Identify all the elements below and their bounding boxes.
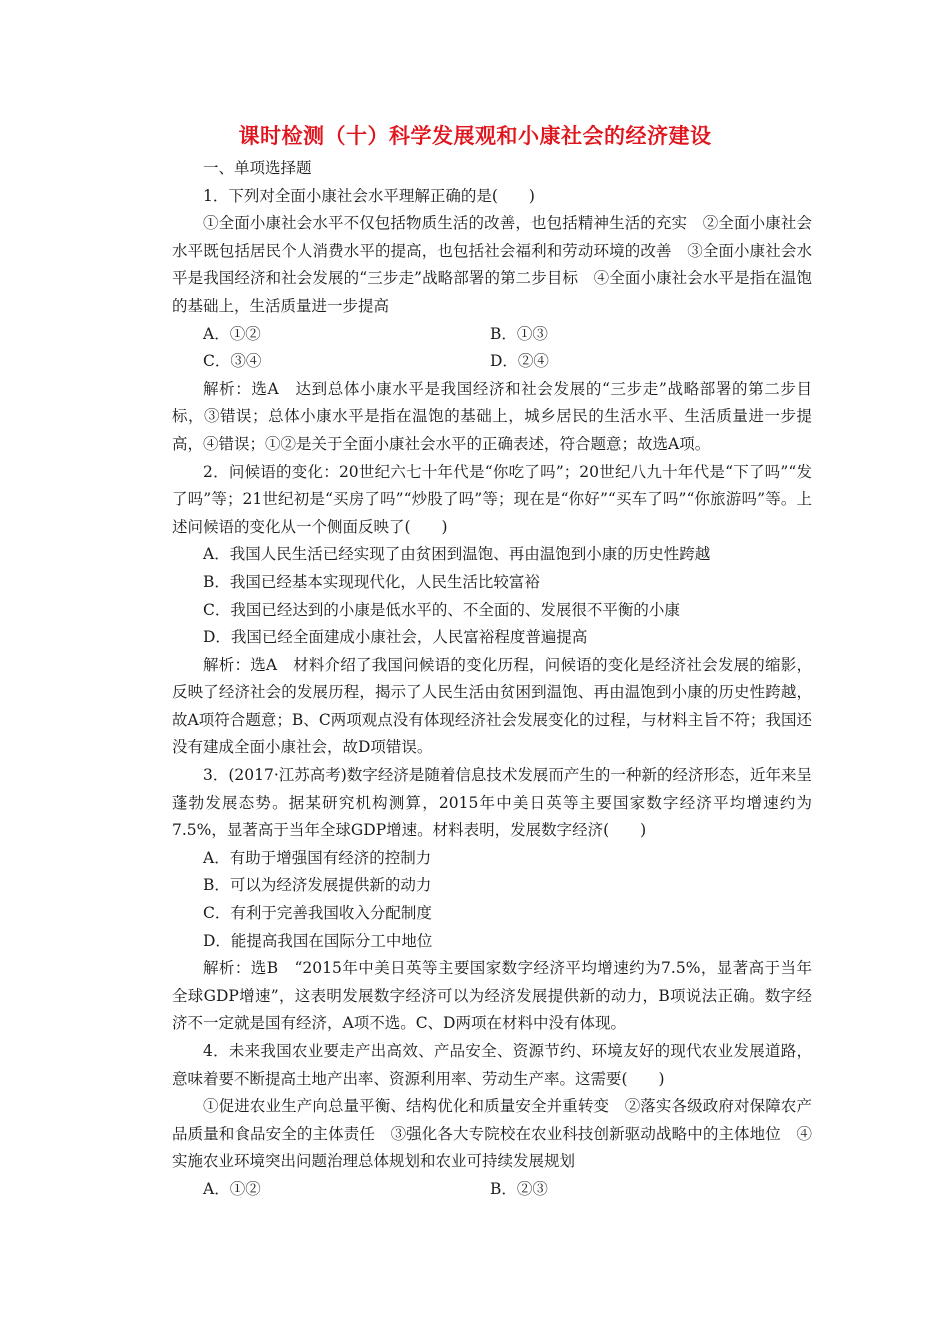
question-3-option-c: C．有利于完善我国收入分配制度	[203, 904, 432, 923]
question-2-option-b: B．我国已经基本实现现代化，人民生活比较富裕	[203, 572, 540, 591]
question-1-option-a: A．①②	[203, 324, 261, 343]
question-3-option-b: B．可以为经济发展提供新的动力	[203, 876, 432, 895]
question-4-option-a: A．①②	[203, 1179, 261, 1198]
question-3-stem: 3．(2017·江苏高考)数字经济是随着信息技术发展而产生的一种新的经济形态，近年来呈蓬勃发展态势。据某研究机构测算，2015年中美日英等主要国家数字经济平均增速约为7.5%，显著高于当年全球GDP增速。材料表明，发展数字经济( )	[172, 766, 812, 840]
question-4-option-b: B．②③	[490, 1179, 548, 1198]
page-title: 课时检测（十）科学发展观和小康社会的经济建设	[238, 124, 712, 148]
question-1-analysis: 解析：选A 达到总体小康水平是我国经济和社会发展的“三步走”战略部署的第二步目标，③错误；总体小康水平是指在温饱的基础上，城乡居民的生活水平、生活质量进一步提高，④错误；①②是关于全面小康社会水平的正确表述，符合题意；故选A项。	[172, 379, 812, 453]
question-1-option-c: C．③④	[203, 352, 262, 371]
question-1-statements: ①全面小康社会水平不仅包括物质生活的改善，也包括精神生活的充实 ②全面小康社会水平既包括居民个人消费水平的提高，也包括社会福利和劳动环境的改善 ③全面小康社会水平是我国经济和社会发展的“三步走”战略部署的第二步目标 ④全面小康社会水平是指在温饱的基础上，生活质量进一步提高	[172, 214, 812, 315]
question-3-option-a: A．有助于增强国有经济的控制力	[203, 848, 432, 867]
question-4-stem: 4．未来我国农业要走产出高效、产品安全、资源节约、环境友好的现代农业发展道路，意味着要不断提高土地产出率、资源利用率、劳动生产率。这需要( )	[172, 1042, 812, 1088]
question-2-stem: 2．问候语的变化：20世纪六七十年代是“你吃了吗”；20世纪八九十年代是“下了吗”“发了吗”等；21世纪初是“买房了吗”“炒股了吗”等；现在是“你好”“买车了吗”“你旅游吗”等。上述问候语的变化从一个侧面反映了( )	[172, 462, 812, 536]
section-heading: 一、单项选择题	[203, 159, 312, 177]
question-1-options-row-2	[172, 348, 812, 376]
question-4-statements: ①促进农业生产向总量平衡、结构优化和质量安全并重转变 ②落实各级政府对保障农产品质量和食品安全的主体责任 ③强化各大专院校在农业科技创新驱动战略中的主体地位 ④实施农业环境突出问题治理总体规划和农业可持续发展规划	[172, 1097, 812, 1171]
question-2-option-d: D．我国已经全面建成小康社会，人民富裕程度普遍提高	[203, 628, 588, 647]
question-2-analysis: 解析：选A 材料介绍了我国问候语的变化历程，问候语的变化是经济社会发展的缩影，反映了经济社会的发展历程，揭示了人民生活由贫困到温饱、再由温饱到小康的历史性跨越，故A项符合题意；B、C两项观点没有体现经济社会发展变化的过程，与材料主旨不符；我国还没有建成全面小康社会，故D项错误。	[172, 655, 812, 757]
document-body	[172, 155, 812, 1204]
question-4-options-row-1	[172, 1176, 812, 1204]
question-3-analysis: 解析：选B “2015年中美日英等主要国家数字经济平均增速约为7.5%，显著高于当年全球GDP增速”，这表明发展数字经济可以为经济发展提供新的动力，B项说法正确。数字经济不一定就是国有经济，A项不选。C、D两项在材料中没有体现。	[172, 959, 812, 1033]
question-3-option-d: D．能提高我国在国际分工中地位	[203, 931, 433, 950]
question-1-option-b: B．①③	[490, 324, 548, 343]
question-2-option-c: C．我国已经达到的小康是低水平的、不全面的、发展很不平衡的小康	[203, 600, 680, 619]
question-1-stem: 1．下列对全面小康社会水平理解正确的是( )	[203, 186, 535, 205]
question-1-option-d: D．②④	[490, 352, 549, 371]
question-1-options-row-1	[172, 321, 812, 349]
question-2-option-a: A．我国人民生活已经实现了由贫困到温饱、再由温饱到小康的历史性跨越	[203, 545, 711, 564]
